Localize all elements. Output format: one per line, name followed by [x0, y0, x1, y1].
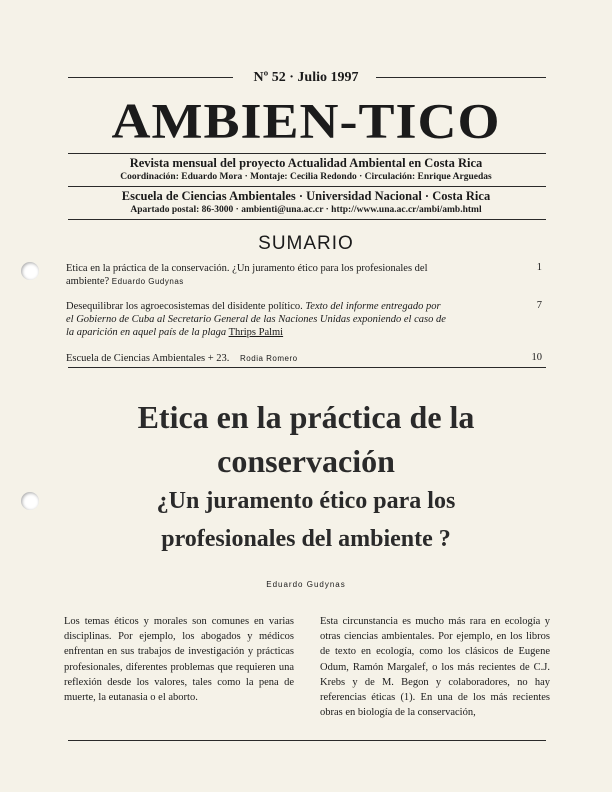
toc-entry-3-text: Escuela de Ciencias Ambientales + 23. — [66, 353, 230, 364]
toc-entry-3[interactable] — [66, 352, 496, 365]
toc-entry-3-author: Rodia Romero — [240, 354, 298, 363]
footer-rule — [68, 740, 546, 741]
issue-number: Nº 52 · Julio 1997 — [253, 70, 359, 85]
header-bottom-rule — [68, 219, 546, 220]
masthead-rule — [68, 153, 546, 154]
sumario-bottom-rule — [68, 367, 546, 368]
toc-entry-1[interactable] — [66, 262, 496, 288]
toc-entry-2-line1-wrap — [66, 300, 496, 313]
article-subtitle-line1: ¿Un juramento ético para los — [156, 488, 456, 514]
toc-entry-2-page: 7 — [536, 300, 542, 311]
article-title-line1: Etica en la práctica de la — [137, 399, 475, 435]
article-column-left: Los temas éticos y morales son comunes en varias disciplinas. Por ejemplo, los abogados y médicos enfrentan en sus trabajos de investigación y prácticas profesionales, diferentes problemas que requieren una reflexión desde los valores, tales como la pena de muerte, la eutanasia o el aborto. — [64, 616, 294, 704]
punch-hole-top — [21, 262, 39, 280]
institution: Escuela de Ciencias Ambientales · Universidad Nacional · Costa Rica — [121, 189, 491, 203]
toc-entry-2-italic2: el Gobierno de Cuba al Secretario General de las Naciones Unidas exponiendo el caso de — [66, 314, 446, 325]
article-subtitle-line2: profesionales del ambiente ? — [161, 526, 451, 552]
tagline: Revista mensual del proyecto Actualidad Ambiental en Costa Rica — [129, 156, 483, 170]
credits-rule — [68, 186, 546, 187]
masthead: AMBIEN-TICO — [111, 93, 501, 149]
toc-entry-2-italic1: Texto del informe entregado por — [305, 301, 441, 312]
article-author: Eduardo Gudynas — [266, 580, 346, 589]
toc-entry-2-line3-wrap — [66, 326, 496, 339]
toc-entry-1-author: Eduardo Gudynas — [111, 277, 184, 286]
toc-entry-2-italic3: la aparición en aquel país de la plaga — [66, 327, 227, 338]
toc-entry-2[interactable] — [66, 300, 496, 339]
sumario-title: SUMARIO — [258, 233, 354, 254]
toc-entry-2-species: Thrips Palmi — [228, 327, 284, 338]
toc-entry-1-line2-wrap — [66, 275, 496, 288]
toc-entry-1-page: 1 — [536, 262, 542, 273]
punch-hole-bottom — [21, 492, 39, 510]
contact: Apartado postal: 86-3000 · ambienti@una.ac.cr · http://www.una.ac.cr/ambi/amb.html — [130, 205, 482, 215]
toc-entry-1-line1: Etica en la práctica de la conservación. ¿Un juramento ético para los profesionales del — [66, 263, 428, 274]
toc-entry-1-line2: ambiente? — [66, 276, 110, 287]
article-title-line2: conservación — [217, 443, 395, 479]
article-column-right: Esta circunstancia es mucho más rara en ecología y otras ciencias ambientales. Por ejemplo, en los libros de texto en ecología, como los clásicos de Eugene Odum, Ramón Margalef, o los más recientes de C.J. Krebs y de M. Begon y colaboradores, no hay referencias éticas (1). En una de los más recientes obras en biología de la conservación, — [320, 616, 550, 719]
credits: Coordinación: Eduardo Mora · Montaje: Cecilia Redondo · Circulación: Enrique Arguedas — [120, 172, 492, 182]
toc-entry-3-page: 10 — [531, 352, 542, 363]
toc-entry-2-main: Desequilibrar los agroecosistemas del disidente político. — [66, 301, 303, 312]
